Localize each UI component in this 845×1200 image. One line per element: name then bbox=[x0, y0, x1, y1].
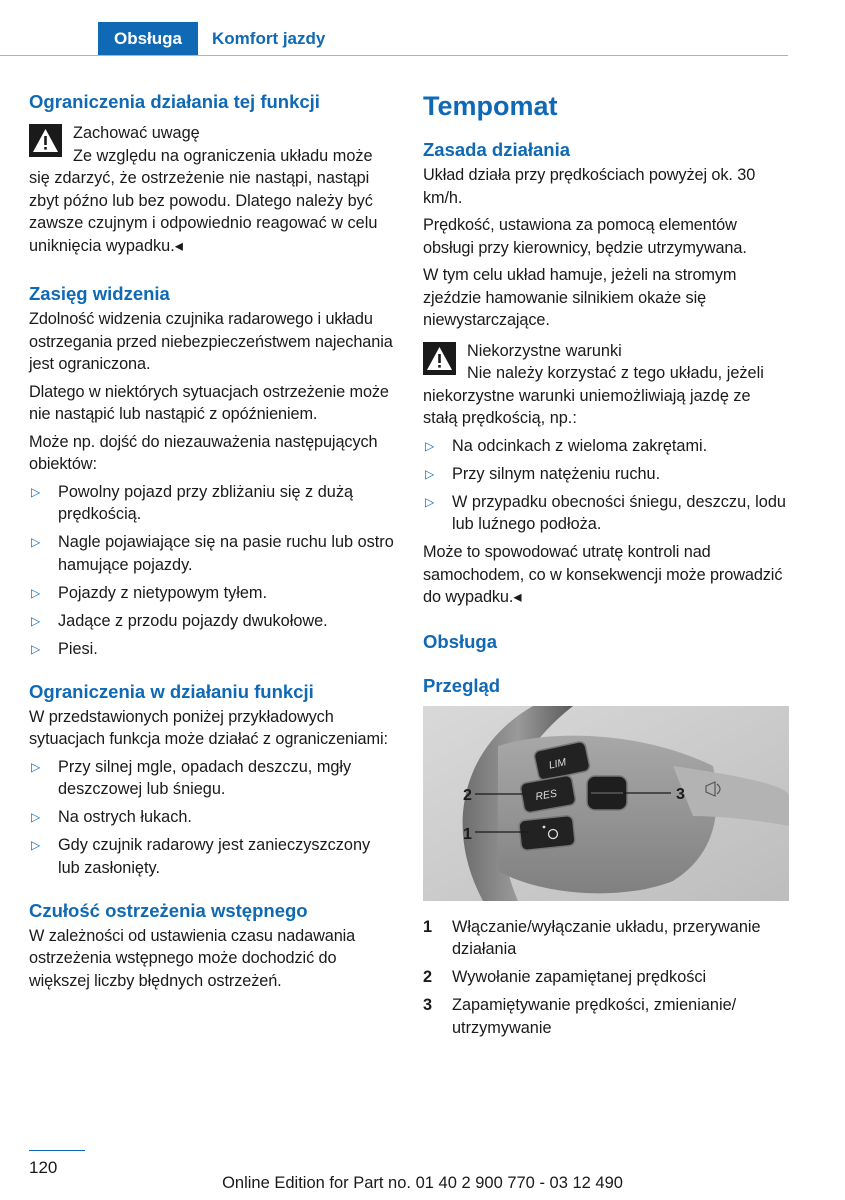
list-item: ▷ Nagle pojawiające się na pasie ruchu lub ostro hamujące pojazdy. bbox=[31, 533, 394, 574]
svg-text:RES: RES bbox=[534, 787, 558, 803]
cruise-on-off-button bbox=[519, 815, 576, 850]
section-title-limitations: Ograniczenia działania tej funkcji bbox=[29, 91, 320, 112]
triangle-bullet-icon: ▷ bbox=[31, 613, 41, 628]
speed-rocker-switch bbox=[587, 776, 627, 810]
callout-label-1: 1 bbox=[463, 825, 472, 843]
list-item: ▷ Powolny pojazd przy zbliżaniu się z dużą prędkością. bbox=[31, 482, 354, 523]
triangle-bullet-icon: ▷ bbox=[31, 810, 41, 824]
warning-title: Niekorzystne warunki bbox=[467, 341, 622, 360]
triangle-bullet-icon: ▷ bbox=[31, 585, 41, 600]
section-title-sensitivity: Czułość ostrzeżenia wstępnego bbox=[29, 899, 308, 921]
section-title-overview: Przegląd bbox=[423, 674, 501, 696]
triangle-bullet-icon: ▷ bbox=[425, 466, 435, 481]
triangle-bullet-icon: ▷ bbox=[31, 484, 41, 499]
paragraph: Może np. dojść do niezauważenia następujących obiektów: bbox=[29, 432, 378, 473]
header-divider bbox=[0, 55, 788, 56]
warning-triangle-icon bbox=[423, 342, 456, 375]
list-item: ▷ Jadące z przodu pojazdy dwukołowe. bbox=[29, 610, 395, 633]
section-title-function-limits: Ograniczenia w działaniu funkcji bbox=[29, 680, 314, 702]
section-title-principle: Zasada działania bbox=[423, 139, 571, 160]
warning-block-conditions bbox=[423, 340, 789, 430]
list-item: ▷ Przy silnym natężeniu ruchu. bbox=[423, 463, 789, 486]
objects-list bbox=[29, 481, 395, 661]
section-title-operation: Obsługa bbox=[423, 630, 498, 652]
triangle-bullet-icon: ▷ bbox=[31, 535, 41, 549]
page-section-title: Tempomat bbox=[423, 91, 558, 121]
warning-body: Ze względu na ograniczenia układu może się zdarzyć, że ostrzeżenie nie nastąpi, nastąpi zbyt późno lub bez powodu. Dlatego należy być zawsze czujnym i odpowiednio reagować w celu uniknięcia wypadku.◂ bbox=[29, 146, 378, 255]
paragraph: W tym celu układ hamuje, jeżeli na stromym zjeździe hamowanie silnikiem okaże się niewystarczające. bbox=[423, 266, 737, 329]
steering-wheel-spoke bbox=[498, 735, 717, 893]
list-item: ▷ Przy silnej mgle, opadach deszczu, mgły deszczowej lub śniegu. bbox=[31, 757, 352, 798]
footer-divider bbox=[29, 1150, 85, 1151]
triangle-bullet-icon: ▷ bbox=[425, 494, 435, 509]
paragraph: Zdolność widzenia czujnika radarowego i układu ostrzegania przed niebezpieczeństwem najechania jest ograniczona. bbox=[29, 310, 393, 373]
adverse-conditions-list bbox=[423, 435, 789, 536]
paragraph: W przedstawionych poniżej przykładowych sytuacjach funkcja może działać z ograniczeniami: bbox=[29, 707, 388, 748]
list-item: ▷ Piesi. bbox=[29, 638, 395, 661]
svg-text:LIM: LIM bbox=[547, 755, 568, 772]
callout-label-2: 2 bbox=[463, 786, 472, 804]
legend-item: 3 Zapamiętywanie prędkości, zmienianie/ utrzymywanie bbox=[423, 996, 737, 1037]
list-item: ▷ Gdy czujnik radarowy jest zanieczyszczony lub zasłonięty. bbox=[31, 836, 371, 877]
list-item: ▷ W przypadku obecności śniegu, deszczu, lodu lub luźnego podłoża. bbox=[425, 492, 786, 533]
header-subtitle: Komfort jazdy bbox=[212, 29, 326, 48]
conditions-list bbox=[29, 756, 395, 880]
triangle-bullet-icon: ▷ bbox=[31, 759, 41, 774]
footer-edition: Online Edition for Part no. 01 40 2 900 770 - 03 12 490 bbox=[222, 1174, 623, 1192]
triangle-bullet-icon: ▷ bbox=[31, 838, 41, 852]
warning-block-attention bbox=[29, 122, 395, 257]
list-item: ▷ Na ostrych łukach. bbox=[29, 806, 395, 829]
legend-item: 1 Włączanie/wyłączanie układu, przerywanie działania bbox=[423, 917, 761, 958]
paragraph: Może to spowodować utratę kontroli nad samochodem, co w konsekwencji może prowadzić do wypadku.◂ bbox=[423, 543, 783, 606]
warning-body: Nie należy korzystać z tego układu, jeżeli niekorzystne warunki uniemożliwiają jazdę ze stałą prędkością, np.: bbox=[423, 364, 764, 427]
paragraph: Prędkość, ustawiona za pomocą elementów obsługi przy kierownicy, będzie utrzymywana. bbox=[423, 216, 747, 257]
right-column bbox=[423, 88, 789, 1045]
section-title-range: Zasięg widzenia bbox=[29, 283, 170, 304]
steering-wheel-controls-figure bbox=[423, 706, 789, 901]
paragraph: Dlatego w niektórych sytuacjach ostrzeżenie może nie nastąpić lub nastąpić z opóźnieniem. bbox=[29, 382, 389, 423]
figure-legend bbox=[423, 916, 789, 1040]
callout-label-3: 3 bbox=[676, 785, 685, 803]
list-item: ▷ Na odcinkach z wieloma zakrętami. bbox=[423, 435, 789, 458]
left-column bbox=[29, 88, 395, 997]
triangle-bullet-icon: ▷ bbox=[425, 438, 435, 453]
page-number: 120 bbox=[29, 1158, 58, 1177]
triangle-bullet-icon: ▷ bbox=[31, 641, 41, 656]
warning-title: Zachować uwagę bbox=[73, 124, 200, 142]
paragraph: Układ działa przy prędkościach powyżej ok. 30 km/h. bbox=[423, 166, 756, 207]
header-tab: Obsługa bbox=[98, 22, 198, 56]
legend-item: 2 Wywołanie zapamiętanej prędkości bbox=[423, 968, 707, 986]
list-item: ▷ Pojazdy z nietypowym tyłem. bbox=[29, 582, 395, 605]
warning-triangle-icon bbox=[29, 124, 62, 157]
paragraph: W zależności od ustawienia czasu nadawania ostrzeżenia wstępnego może dochodzić do większej liczby błędnych ostrzeżeń. bbox=[29, 926, 356, 990]
